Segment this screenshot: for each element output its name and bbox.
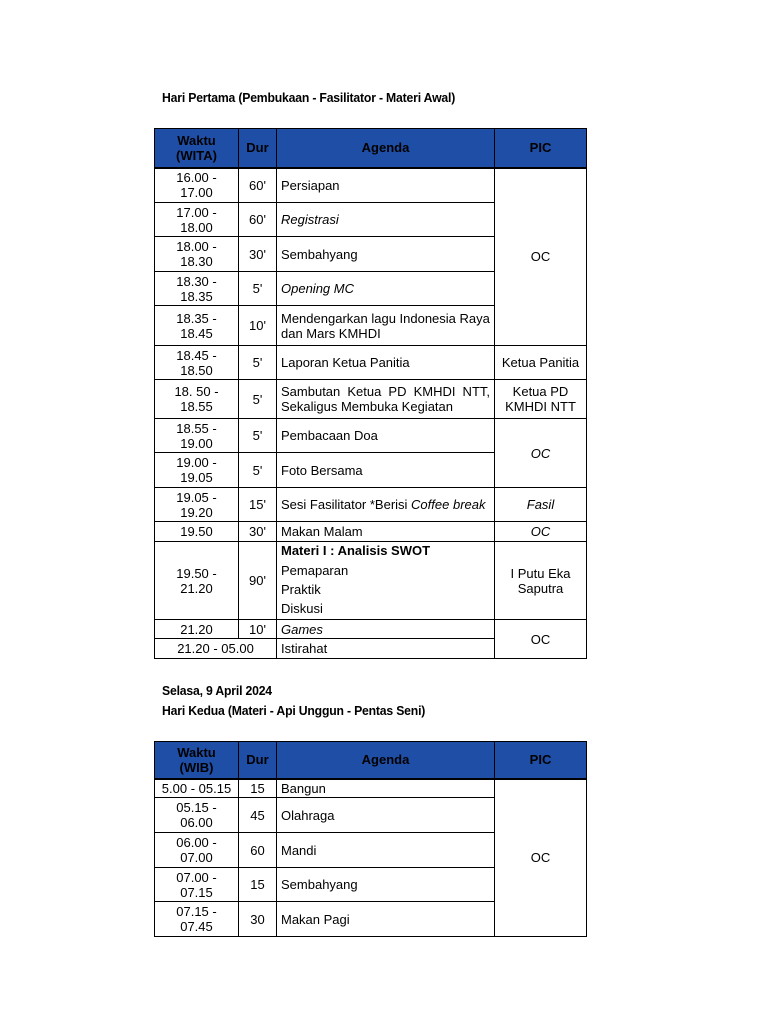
- day2-date: Selasa, 9 April 2024: [162, 683, 272, 698]
- time-cell: 18.45 - 18.50: [155, 346, 239, 380]
- agenda-cell: Games: [277, 620, 495, 639]
- agenda-cell: Olahraga: [277, 798, 495, 833]
- header-pic: PIC: [495, 742, 587, 779]
- pic-cell: I Putu Eka Saputra: [495, 542, 587, 620]
- agenda-line: Sambutan Ketua PD KMHDI NTT,: [281, 384, 490, 399]
- dur-cell: 30: [239, 902, 277, 937]
- agenda-cell: [277, 488, 495, 522]
- time-cell: 19.50: [155, 522, 239, 542]
- time-cell: 05.15 - 06.00: [155, 798, 239, 833]
- table-row: [155, 488, 587, 522]
- dur-cell: 15': [239, 488, 277, 522]
- header-agenda: Agenda: [277, 742, 495, 779]
- agenda-cell: Registrasi: [277, 203, 495, 237]
- materi-item: Diskusi: [281, 601, 323, 616]
- header-waktu: Waktu (WITA): [155, 129, 239, 168]
- time-cell: 5.00 - 05.15: [155, 779, 239, 798]
- header-waktu: Waktu (WIB): [155, 742, 239, 779]
- time-cell: 21.20 - 05.00: [155, 639, 277, 659]
- time-cell: 07.15 - 07.45: [155, 902, 239, 937]
- agenda-cell: [277, 380, 495, 419]
- materi-title: Materi I : Analisis SWOT: [281, 543, 431, 558]
- table-row: [155, 419, 587, 453]
- pic-cell: Ketua PD KMHDI NTT: [495, 380, 587, 419]
- materi-item: Praktik: [281, 582, 321, 597]
- pic-cell: OC: [495, 779, 587, 937]
- dur-cell: 90': [239, 542, 277, 620]
- dur-cell: 30': [239, 237, 277, 272]
- dur-cell: 5': [239, 380, 277, 419]
- dur-cell: 5': [239, 272, 277, 306]
- materi-item: Pemaparan: [281, 563, 349, 578]
- pic-cell: OC: [495, 620, 587, 659]
- dur-cell: 60': [239, 168, 277, 203]
- table-row: [155, 346, 587, 380]
- time-cell: 18.35 - 18.45: [155, 306, 239, 346]
- table-row: [155, 779, 587, 798]
- dur-cell: 60: [239, 833, 277, 868]
- dur-cell: 5': [239, 419, 277, 453]
- header-pic: PIC: [495, 129, 587, 168]
- pic-cell: Ketua Panitia: [495, 346, 587, 380]
- agenda-cell: Persiapan: [277, 168, 495, 203]
- table-row: [155, 380, 587, 419]
- time-cell: 18.55 - 19.00: [155, 419, 239, 453]
- time-cell: 18.30 - 18.35: [155, 272, 239, 306]
- time-cell: 17.00 - 18.00: [155, 203, 239, 237]
- day2-heading: Hari Kedua (Materi - Api Unggun - Pentas Seni): [162, 703, 426, 718]
- table-header-row: [155, 742, 587, 779]
- dur-cell: 15: [239, 779, 277, 798]
- time-cell: 21.20: [155, 620, 239, 639]
- agenda-cell: Mendengarkan lagu Indonesia Raya dan Mars KMHDI: [277, 306, 495, 346]
- day2-schedule-table: [154, 741, 587, 937]
- dur-cell: 30': [239, 522, 277, 542]
- agenda-cell: Sembahyang: [277, 237, 495, 272]
- agenda-cell: Foto Bersama: [277, 453, 495, 488]
- time-cell: 18. 50 - 18.55: [155, 380, 239, 419]
- pic-cell: OC: [495, 419, 587, 488]
- day1-heading: Hari Pertama (Pembukaan - Fasilitator - Materi Awal): [162, 90, 456, 105]
- table-row: [155, 620, 587, 639]
- header-dur: Dur: [239, 742, 277, 779]
- pic-cell: OC: [495, 168, 587, 346]
- table-header-row: [155, 129, 587, 168]
- dur-cell: 5': [239, 453, 277, 488]
- dur-cell: 15: [239, 868, 277, 902]
- agenda-cell: Laporan Ketua Panitia: [277, 346, 495, 380]
- agenda-text: Sesi Fasilitator *Berisi: [281, 497, 412, 512]
- header-agenda: Agenda: [277, 129, 495, 168]
- time-cell: 19.00 - 19.05: [155, 453, 239, 488]
- agenda-cell: Sembahyang: [277, 868, 495, 902]
- time-cell: 19.05 - 19.20: [155, 488, 239, 522]
- table-row: [155, 522, 587, 542]
- time-cell: 07.00 - 07.15: [155, 868, 239, 902]
- agenda-cell: Makan Malam: [277, 522, 495, 542]
- agenda-cell: Makan Pagi: [277, 902, 495, 937]
- agenda-line: Sekaligus Membuka Kegiatan: [281, 399, 453, 414]
- dur-cell: 5': [239, 346, 277, 380]
- agenda-cell: Bangun: [277, 779, 495, 798]
- pic-cell: OC: [495, 522, 587, 542]
- pic-cell: Fasil: [495, 488, 587, 522]
- time-cell: 06.00 - 07.00: [155, 833, 239, 868]
- dur-cell: 10': [239, 306, 277, 346]
- agenda-cell: [277, 542, 495, 620]
- agenda-cell: Mandi: [277, 833, 495, 868]
- agenda-cell: Istirahat: [277, 639, 495, 659]
- day1-schedule-table: [154, 128, 587, 659]
- header-dur: Dur: [239, 129, 277, 168]
- agenda-cell: Opening MC: [277, 272, 495, 306]
- agenda-italic-text: Coffee break: [411, 497, 486, 512]
- time-cell: 18.00 - 18.30: [155, 237, 239, 272]
- table-row: [155, 168, 587, 203]
- agenda-cell: Pembacaan Doa: [277, 419, 495, 453]
- dur-cell: 45: [239, 798, 277, 833]
- dur-cell: 10': [239, 620, 277, 639]
- time-cell: 19.50 - 21.20: [155, 542, 239, 620]
- table-row: [155, 542, 587, 620]
- time-cell: 16.00 - 17.00: [155, 168, 239, 203]
- dur-cell: 60': [239, 203, 277, 237]
